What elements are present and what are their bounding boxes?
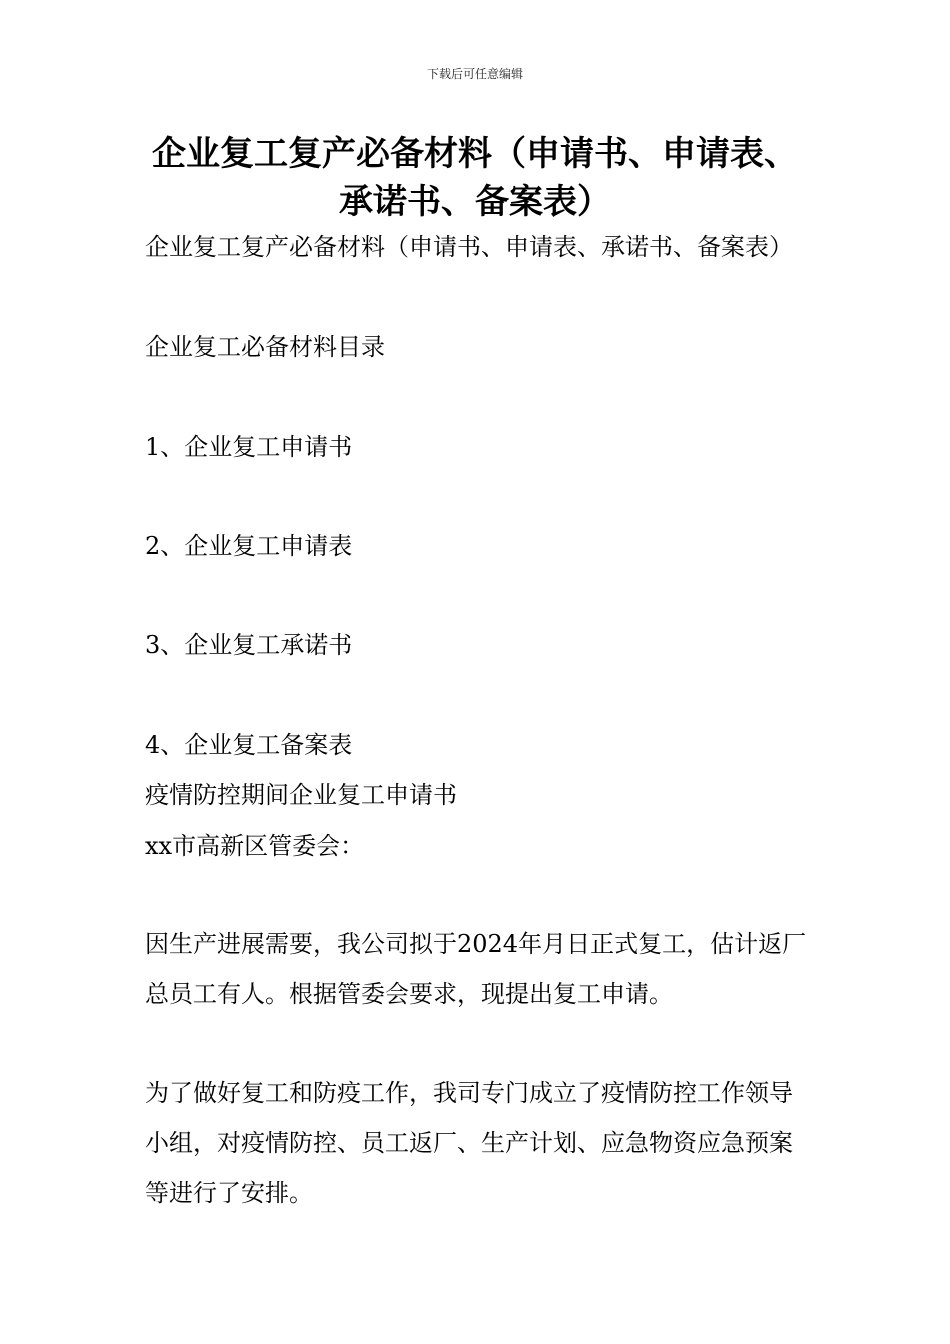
toc-item: 2、企业复工申请表 (145, 532, 353, 560)
document-title: 企业复工复产必备材料（申请书、申请表、承诺书、备案表） (152, 134, 798, 222)
section-title: 疫情防控期间企业复工申请书 (145, 781, 457, 809)
toc-item: 3、企业复工承诺书 (145, 631, 353, 659)
toc-heading: 企业复工必备材料目录 (145, 333, 385, 361)
subtitle-repeat: 企业复工复产必备材料（申请书、申请表、承诺书、备案表） (145, 233, 793, 261)
page-header-note: 下载后可任意编辑 (426, 67, 523, 81)
body-paragraph: 为了做好复工和防疫工作，我司专门成立了疫情防控工作领导小组，对疫情防控、员工返厂、生产计划、应急物资应急预案等进行了安排。 (145, 1079, 793, 1207)
toc-item: 4、企业复工备案表 (145, 731, 353, 759)
addressee: xx市高新区管委会： (145, 832, 365, 860)
body-paragraph: 因生产进展需要，我公司拟于2024年月日正式复工，估计返厂总员工有人。根据管委会要求，现提出复工申请。 (145, 930, 807, 1008)
toc-item: 1、企业复工申请书 (145, 433, 353, 461)
